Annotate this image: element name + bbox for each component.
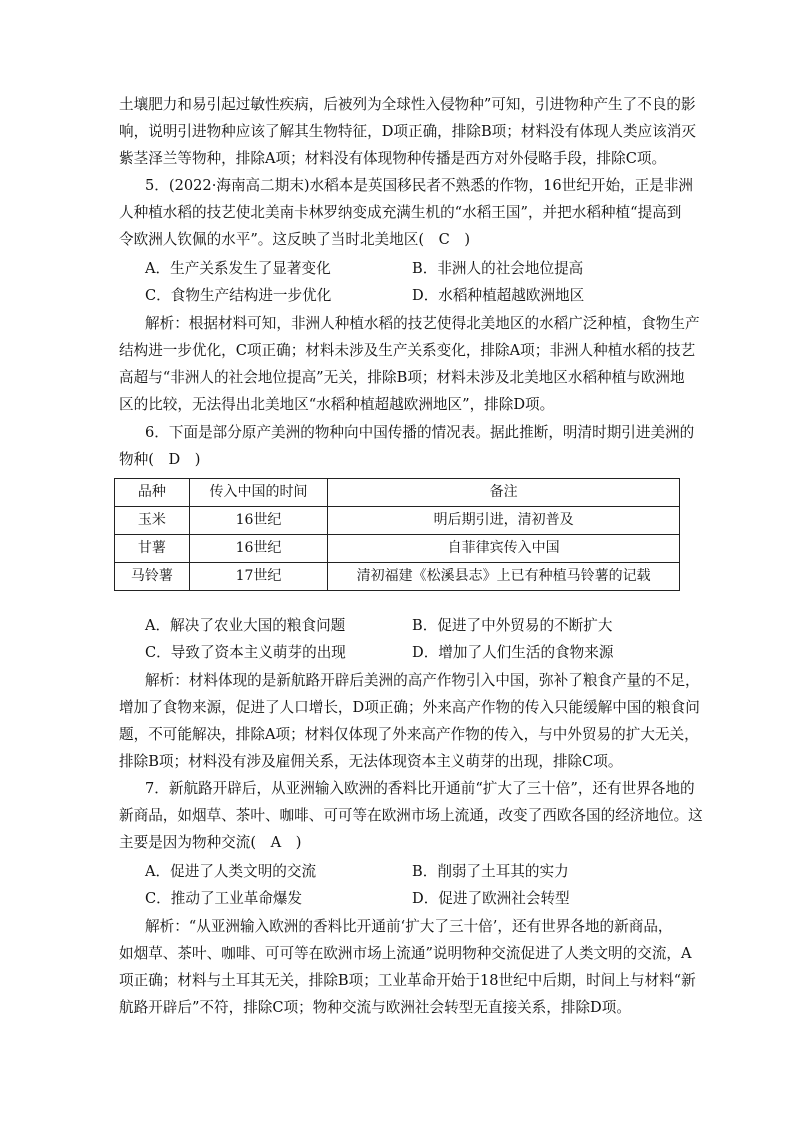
question-6-option-d: D．增加了人们生活的食物来源 xyxy=(412,644,614,661)
question-6-analysis: 排除B项；材料没有涉及雇佣关系，无法体现资本主义萌芽的出现，排除C项。 xyxy=(119,753,623,770)
question-7-option-b: B．削弱了土耳其的实力 xyxy=(412,863,569,880)
table-row xyxy=(115,535,680,563)
question-6-option-c: C．导致了资本主义萌芽的出现 xyxy=(145,644,346,661)
table-cell: 16世纪 xyxy=(189,535,328,563)
table-cell: 17世纪 xyxy=(189,563,328,591)
question-7-analysis: 解析：“从亚洲输入欧洲的香料比开通前‘扩大了三十倍’，还有世界各地的新商品， xyxy=(145,918,673,935)
paragraph-line: 紫茎泽兰等物种，排除A项；材料没有体现物种传播是西方对外侵略手段，排除C项。 xyxy=(119,150,667,167)
question-6-analysis: 解析：材料体现的是新航路开辟后美洲的高产作物引入中国，弥补了粮食产量的不足， xyxy=(145,672,700,689)
question-5-option-d: D．水稻种植超越欧洲地区 xyxy=(412,287,585,304)
question-5-analysis: 区的比较，无法得出北美地区“水稻种植超越欧洲地区”，排除D项。 xyxy=(119,396,555,413)
question-6-option-a: A．解决了农业大国的粮食问题 xyxy=(145,617,346,634)
table-header-cell: 传入中国的时间 xyxy=(189,479,328,507)
question-7-stem: 主要是因为物种交流( A ) xyxy=(119,834,302,851)
question-6-option-b: B．促进了中外贸易的不断扩大 xyxy=(412,617,613,634)
question-7-analysis: 项正确；材料与土耳其无关，排除B项；工业革命开始于18世纪中后期，时间上与材料“新 xyxy=(119,972,696,989)
table-cell: 明后期引进，清初普及 xyxy=(328,507,680,535)
table-cell: 马铃薯 xyxy=(115,563,190,591)
paragraph-line: 响，说明引进物种应该了解其生物特征，D项正确，排除B项；材料没有体现人类应该消灭 xyxy=(119,123,696,140)
table-row xyxy=(115,507,680,535)
question-6-analysis: 题，不可能解决，排除A项；材料仅体现了外来高产作物的传入，与中外贸易的扩大无关， xyxy=(119,726,699,743)
table-cell: 清初福建《松溪县志》上已有种植马铃薯的记载 xyxy=(328,563,680,591)
question-7-analysis: 航路开辟后”不符，排除C项；物种交流与欧洲社会转型无直接关系，排除D项。 xyxy=(119,999,631,1016)
question-7-option-c: C．推动了工业革命爆发 xyxy=(145,890,303,907)
question-5-option-c: C．食物生产结构进一步优化 xyxy=(145,287,332,304)
question-5-stem: 人种植水稻的技艺使北美南卡林罗纳变成充满生机的“水稻王国”，并把水稻种植“提高到 xyxy=(119,204,682,221)
question-7-stem: 新商品，如烟草、茶叶、咖啡、可可等在欧洲市场上流通，改变了西欧各国的经济地位。这 xyxy=(119,807,703,824)
table-cell: 甘薯 xyxy=(115,535,190,563)
table-cell: 16世纪 xyxy=(189,507,328,535)
question-7-option-a: A．促进了人类文明的交流 xyxy=(145,863,317,880)
question-7-stem: 7．新航路开辟后，从亚洲输入欧洲的香料比开通前“扩大了三十倍”，还有世界各地的 xyxy=(145,780,695,797)
table-header-cell: 品种 xyxy=(115,479,190,507)
table-header-row xyxy=(115,479,680,507)
question-6-stem: 物种( D ) xyxy=(119,451,201,468)
question-7-analysis: 如烟草、茶叶、咖啡、可可等在欧洲市场上流通”说明物种交流促进了人类文明的交流，A xyxy=(119,945,692,962)
question-5-analysis: 解析：根据材料可知，非洲人种植水稻的技艺使得北美地区的水稻广泛种植，食物生产 xyxy=(145,315,700,332)
question-5-analysis: 高超与“非洲人的社会地位提高”无关，排除B项；材料未涉及北美地区水稻种植与欧洲地 xyxy=(119,369,685,386)
question-5-stem: 令欧洲人钦佩的水平”。这反映了当时北美地区( C ) xyxy=(119,231,471,248)
table-cell: 玉米 xyxy=(115,507,190,535)
table-cell: 自菲律宾传入中国 xyxy=(328,535,680,563)
question-5-stem: 5．(2022·海南高二期末)水稻本是英国移民者不熟悉的作物，16世纪开始，正是非洲 xyxy=(145,177,694,194)
question-5-option-b: B．非洲人的社会地位提高 xyxy=(412,260,584,277)
species-table xyxy=(114,478,680,591)
question-7-option-d: D．促进了欧洲社会转型 xyxy=(412,890,570,907)
question-6-stem: 6．下面是部分原产美洲的物种向中国传播的情况表。据此推断，明清时期引进美洲的 xyxy=(145,424,695,441)
question-5-analysis: 结构进一步优化，C项正确；材料未涉及生产关系变化，排除A项；非洲人种植水稻的技艺 xyxy=(119,342,696,359)
question-5-option-a: A．生产关系发生了显著变化 xyxy=(145,260,331,277)
question-6-analysis: 增加了食物来源，促进了人口增长，D项正确；外来高产作物的传入只能缓解中国的粮食问 xyxy=(119,699,700,716)
table-header-cell: 备注 xyxy=(328,479,680,507)
paragraph-line: 土壤肥力和易引起过敏性疾病，后被列为全球性入侵物种”可知，引进物种产生了不良的影 xyxy=(119,96,696,113)
table-row xyxy=(115,563,680,591)
